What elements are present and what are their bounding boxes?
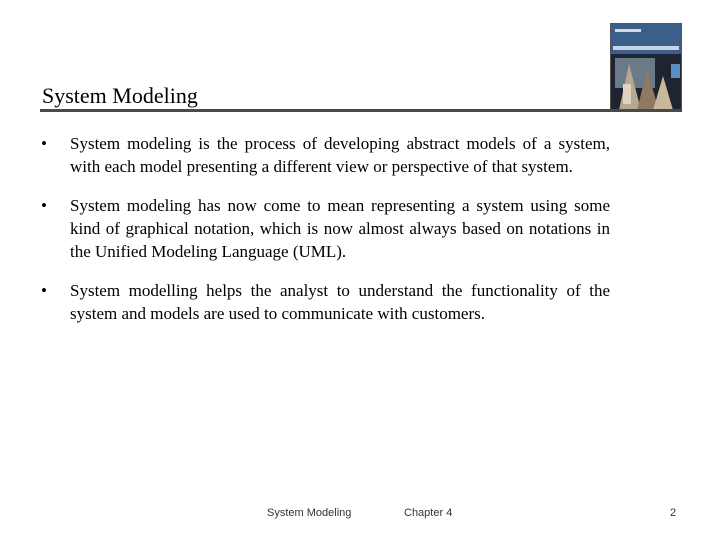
bullet-item bbox=[34, 279, 610, 325]
footer-title: System Modeling bbox=[267, 507, 352, 519]
slide-title: System Modeling bbox=[42, 83, 198, 108]
title-divider bbox=[40, 109, 682, 112]
bullet-item bbox=[34, 194, 610, 263]
page-number: 2 bbox=[670, 507, 677, 519]
bullet-marker: • bbox=[41, 134, 47, 153]
bullet-text: System modeling has now come to mean representing a system using some kind of graphical notation, which is now almost always based on notations in the Unified Modeling Language (UML). bbox=[70, 196, 610, 261]
footer-chapter: Chapter 4 bbox=[404, 507, 453, 519]
bullet-text: System modelling helps the analyst to understand the functionality of the system and models are used to communicate with customers. bbox=[70, 281, 610, 323]
book-cover-image bbox=[610, 23, 682, 111]
bullet-marker: • bbox=[41, 196, 47, 215]
bullet-list bbox=[34, 132, 610, 341]
bullet-text: System modeling is the process of developing abstract models of a system, with each model presenting a different view or perspective of that system. bbox=[70, 134, 610, 176]
bullet-item bbox=[34, 132, 610, 178]
bullet-marker: • bbox=[41, 281, 47, 300]
